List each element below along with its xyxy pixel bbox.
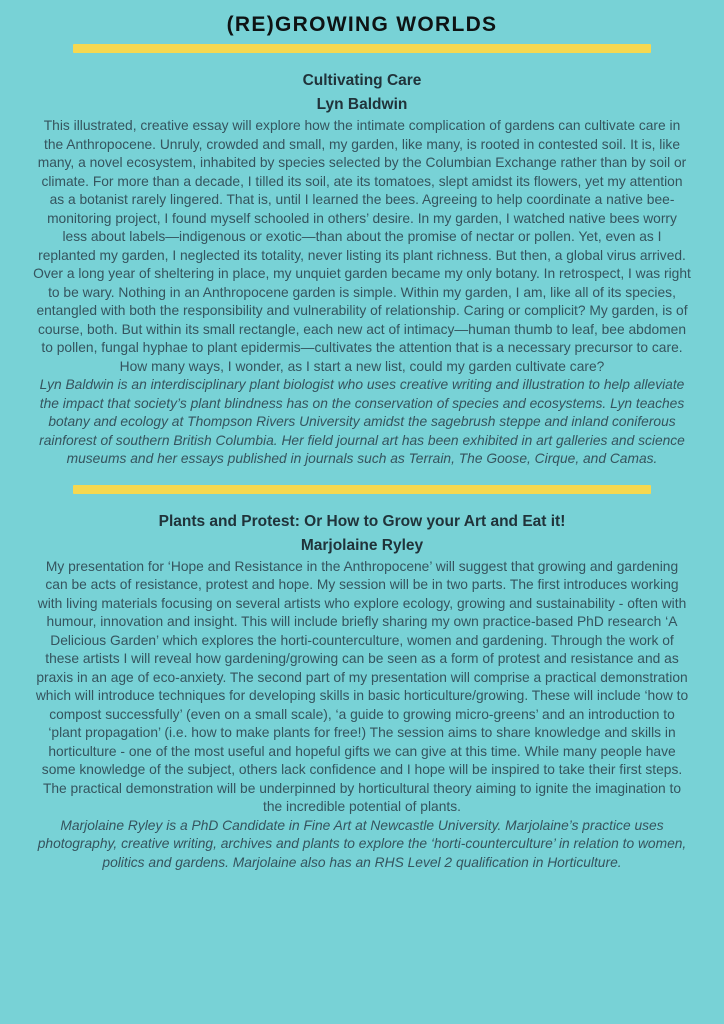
session-plants-and-protest xyxy=(0,510,724,873)
session-abstract: My presentation for ‘Hope and Resistance in the Anthropocene’ will suggest that growing and gardening can be acts of resistance, protest and hope. My session will be in two parts. The first introduces working with living materials focusing on several artists who explore ecology, growing and sustainability - often with humour, innovation and insight. This will include briefly sharing my own practice-based PhD research ‘A Delicious Garden’ which explores the horti-counterculture, women and gardening. Through the work of these artists I will reveal how gardening/growing can be seen as a form of protest and resistance and as praxis in an age of eco-anxiety. The second part of my presentation will comprise a practical demonstration which will introduce techniques for developing skills in basic horticulture/growing. These will include ‘how to compost successfully’ (even on a small scale), ‘a guide to growing micro-greens’ and an introduction to ‘plant propagation’ (i.e. how to make plants for free!) The session aims to share knowledge and skills in horticulture - one of the most useful and hopeful gifts we can give at this time. While many people have some knowledge of the subject, others lack confidence and I hope will be inspired to take their first steps. The practical demonstration will be underpinned by horticultural theory aiming to ignite the imagination to the incredible potential of plants. xyxy=(35,558,689,814)
page-title: (RE)GROWING WORLDS xyxy=(226,13,498,36)
presenter-bio: Marjolaine Ryley is a PhD Candidate in Fine Art at Newcastle University. Marjolaine’s practice uses photography, creative writing, archives and plants to explore the ‘horti-counterculture’ in relation to women, politics and gardens. Marjolaine also has an RHS Level 2 qualification in Horticulture. xyxy=(37,817,687,870)
session-abstract: This illustrated, creative essay will explore how the intimate complication of gardens can cultivate care in the Anthropocene. Unruly, crowded and small, my garden, like many, is rooted in contested soil. It is, like many, a novel ecosystem, inhabited by species selected by the Columbian Exchange rather than by soil or climate. For more than a decade, I tilled its soil, ate its tomatoes, slept amidst its flowers, yet my attention as a botanist rarely lingered. That is, until I learned the bees. Agreeing to help coordinate a native bee-monitoring project, I found myself schooled in others’ desire. In my garden, I watched native bees worry less about labels—indigenous or exotic—than about the promise of nectar or pollen. Yet, even as I replanted my garden, I neglected its totality, never listing its plant richness. But then, a global virus arrived. Over a long year of sheltering in place, my unquiet garden became my only botany. In retrospect, I was right to be wary. Nothing in an Anthropocene garden is simple. Within my garden, I am, like all of its species, entangled with both the responsibility and vulnerability of relationship. Caring or complicit? My garden, is of course, both. But within its small rectangle, each new act of intimacy—human thumb to leaf, bee abdomen to pollen, fungal hyphae to plant epidermis—cultivates the attention that is a necessary precursor to care. How many ways, I wonder, as I start a new list, could my garden cultivate care? xyxy=(33,118,691,374)
presenter-name: Lyn Baldwin xyxy=(316,96,408,113)
yellow-divider-top xyxy=(73,44,651,53)
presenter-bio: Lyn Baldwin is an interdisciplinary plant biologist who uses creative writing and illustration to help alleviate the impact that society’s plant blindness has on the conservation of species and ecosystems. Lyn teaches botany and ecology at Thompson Rivers University amidst the sagebrush steppe and inland coniferous rainforest of southern British Columbia. Her field journal art has been exhibited in art galleries and science museums and her essays published in journals such as Terrain, The Goose, Cirque, and Camas. xyxy=(39,377,685,466)
session-cultivating-care xyxy=(0,69,724,469)
session-title: Cultivating Care xyxy=(302,72,422,89)
presenter-name: Marjolaine Ryley xyxy=(300,536,424,554)
session-title: Plants and Protest: Or How to Grow your Art and Eat it! xyxy=(158,512,566,530)
yellow-divider-middle xyxy=(73,485,651,494)
